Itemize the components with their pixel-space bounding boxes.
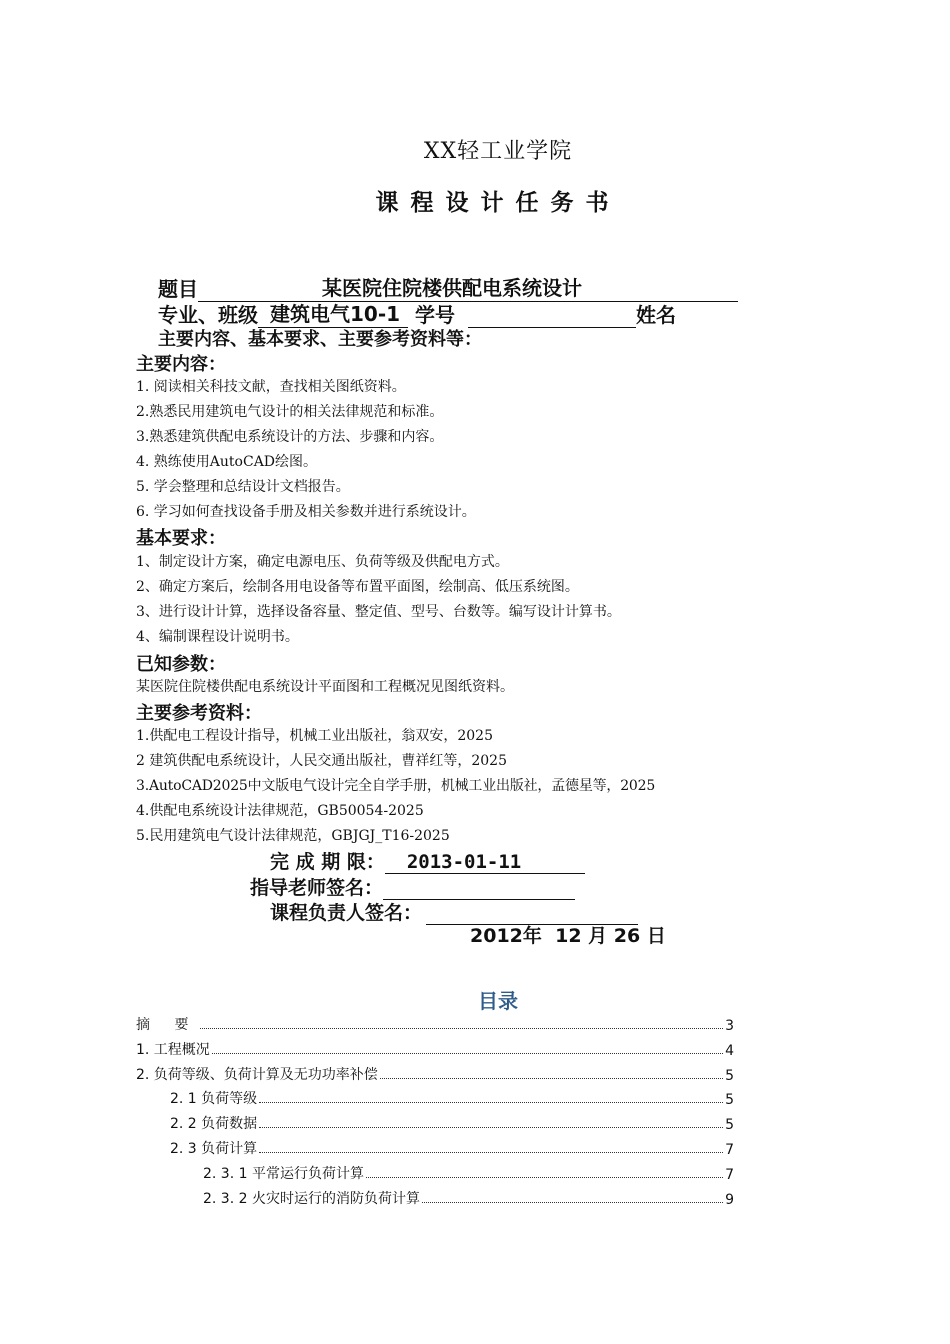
sign-date: 2012年 12 月 26 日 xyxy=(470,925,666,947)
list-item: 4、编制课程设计说明书。 xyxy=(136,629,299,645)
requirements-heading: 基本要求： xyxy=(136,528,226,549)
toc-page-number: 3 xyxy=(725,1018,734,1034)
toc-title: 目录 xyxy=(478,989,518,1013)
toc-entry[interactable] xyxy=(170,1138,734,1158)
toc-leader xyxy=(200,1028,723,1029)
known-params-heading: 已知参数： xyxy=(136,654,226,675)
list-item: 1. 阅读相关科技文献，查找相关图纸资料。 xyxy=(136,379,406,395)
toc-entry-text: 摘 要 xyxy=(136,1017,199,1033)
toc-page-number: 5 xyxy=(725,1092,734,1108)
known-params-text: 某医院住院楼供配电系统设计平面图和工程概况见图纸资料。 xyxy=(136,679,514,695)
list-item: 4. 熟练使用AutoCAD绘图。 xyxy=(136,454,318,470)
toc-leader xyxy=(259,1127,723,1128)
main-content-heading: 主要内容： xyxy=(136,354,226,375)
toc-entry[interactable] xyxy=(136,1039,734,1059)
major-row xyxy=(158,298,676,328)
advisor-label: 指导老师签名： xyxy=(250,877,384,899)
student-id-label: 学号 xyxy=(415,303,456,327)
content-heading: 主要内容、基本要求、主要参考资料等： xyxy=(158,329,482,350)
toc-leader xyxy=(259,1152,723,1153)
list-item: 1、制定设计方案，确定电源电压、负荷等级及供配电方式。 xyxy=(136,554,509,570)
toc-entry[interactable] xyxy=(136,1014,734,1034)
reference-item: 3.AutoCAD2025中文版电气设计完全自学手册，机械工业出版社，孟德星等，2025 xyxy=(136,778,656,794)
reference-item: 5.民用建筑电气设计法律规范，GBJGJ_T16-2025 xyxy=(136,828,450,844)
document-title: 课程设计任务书 xyxy=(375,190,621,216)
deadline-field[interactable] xyxy=(385,851,585,874)
toc-entry-text: 2. 2 负荷数据 xyxy=(170,1116,258,1132)
advisor-row xyxy=(250,873,575,900)
references-heading: 主要参考资料： xyxy=(136,703,262,724)
advisor-signature-field[interactable] xyxy=(383,877,575,900)
toc-entry[interactable] xyxy=(170,1113,734,1133)
toc-entry-text: 1. 工程概况 xyxy=(136,1042,210,1058)
toc-page-number: 7 xyxy=(725,1167,734,1183)
toc-page-number: 9 xyxy=(725,1192,734,1208)
toc-leader xyxy=(422,1202,723,1203)
deadline-row xyxy=(270,847,585,874)
toc-leader xyxy=(212,1053,723,1054)
list-item: 2.熟悉民用建筑电气设计的相关法律规范和标准。 xyxy=(136,404,444,420)
list-item: 6. 学习如何查找设备手册及相关参数并进行系统设计。 xyxy=(136,504,476,520)
toc-entry-text: 2. 负荷等级、负荷计算及无功功率补偿 xyxy=(136,1067,378,1083)
reference-item: 4.供配电系统设计法律规范，GB50054-2025 xyxy=(136,803,424,819)
toc-leader xyxy=(380,1078,723,1079)
major-label: 专业、班级 xyxy=(158,303,258,327)
toc-page-number: 4 xyxy=(725,1043,734,1059)
list-item: 3.熟悉建筑供配电系统设计的方法、步骤和内容。 xyxy=(136,429,444,445)
toc-entry-text: 2. 3 负荷计算 xyxy=(170,1141,258,1157)
student-id-field[interactable] xyxy=(468,305,636,328)
toc-leader xyxy=(366,1177,723,1178)
owner-label: 课程负责人签名： xyxy=(270,902,423,924)
toc-page-number: 5 xyxy=(725,1117,734,1133)
name-label: 姓名 xyxy=(636,303,676,327)
toc-entry-text: 2. 3. 1 平常运行负荷计算 xyxy=(203,1166,364,1182)
school-name: XX轻工业学院 xyxy=(423,139,573,164)
topic-value: 某医院住院楼供配电系统设计 xyxy=(322,276,582,300)
toc-leader xyxy=(259,1102,723,1103)
list-item: 3、进行设计计算，选择设备容量、整定值、型号、台数等。编写设计计算书。 xyxy=(136,604,621,620)
list-item: 5. 学会整理和总结设计文档报告。 xyxy=(136,479,350,495)
deadline-value: 2013-01-11 xyxy=(406,851,522,873)
toc-entry[interactable] xyxy=(203,1163,734,1183)
toc-entry-text: 2. 1 负荷等级 xyxy=(170,1091,258,1107)
toc-entry[interactable] xyxy=(203,1188,734,1208)
list-item: 2、确定方案后，绘制各用电设备等布置平面图，绘制高、低压系统图。 xyxy=(136,579,579,595)
toc-page-number: 5 xyxy=(725,1068,734,1084)
major-field[interactable] xyxy=(258,298,408,328)
reference-item: 1.供配电工程设计指导，机械工业出版社，翁双安，2025 xyxy=(136,728,493,744)
topic-label: 题目 xyxy=(158,277,198,301)
toc-entry[interactable] xyxy=(136,1064,734,1084)
toc-entry-text: 2. 3. 2 火灾时运行的消防负荷计算 xyxy=(203,1191,420,1207)
deadline-label: 完 成 期 限： xyxy=(270,851,385,873)
toc-entry[interactable] xyxy=(170,1088,734,1108)
major-value: 建筑电气10-1 xyxy=(270,302,401,326)
toc-page-number: 7 xyxy=(725,1142,734,1158)
reference-item: 2 建筑供配电系统设计，人民交通出版社，曹祥红等，2025 xyxy=(136,753,507,769)
